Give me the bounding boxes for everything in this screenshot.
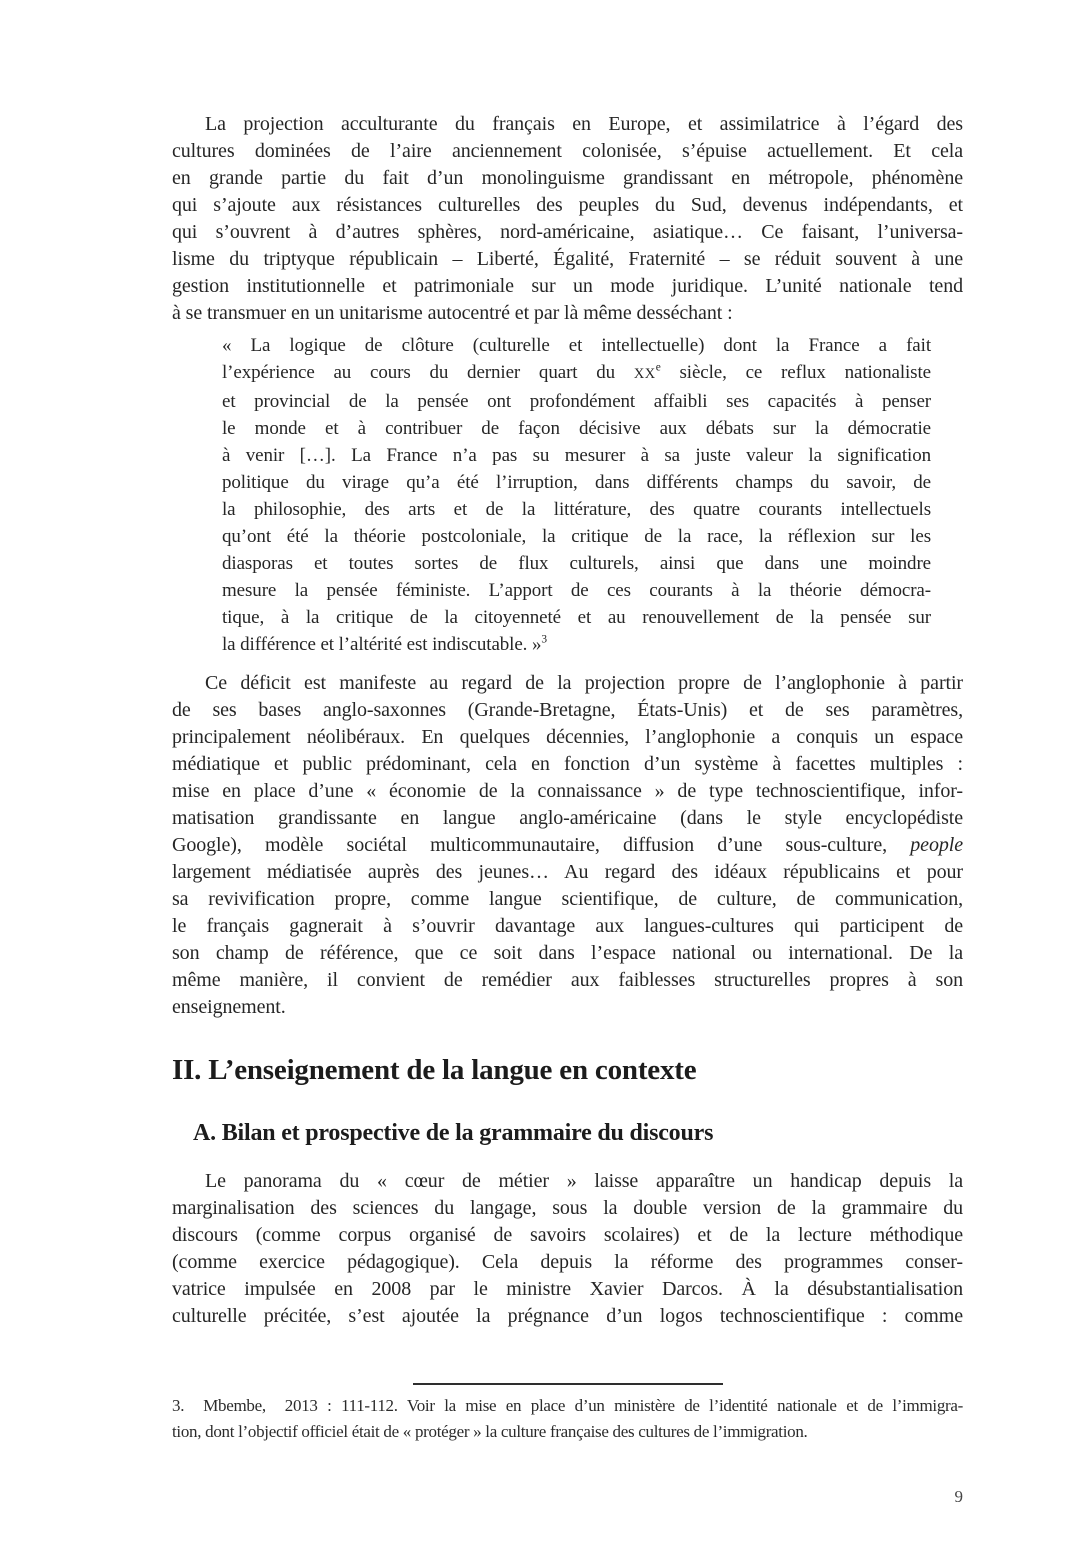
footnote-line: tion, dont l’objectif officiel était de « protéger » la culture française des cultures de l’immigration. [172, 1422, 808, 1441]
superscript-marker: 3 [541, 633, 547, 646]
page-number: 9 [954, 1487, 963, 1506]
section-heading: II. L’enseignement de la langue en contexte [172, 1054, 697, 1086]
small-caps-text: XX [633, 366, 656, 382]
text-line: tique, à la critique de la citoyenneté et au renouvellement de la pensée sur [222, 607, 931, 628]
text-line: Le panorama du « cœur de métier » laisse apparaître un handicap depuis la [205, 1170, 963, 1192]
paragraph-2 [172, 670, 963, 1021]
text-line: l’expérience au cours du dernier quart du XXe siècle, ce reflux nationaliste [222, 361, 931, 383]
text-line: la différence et l’altérité est indiscutable. »$^3$ [222, 633, 547, 655]
text-line: médiatique et public prédominant, cela en fonction d’un système à facettes multiples : [172, 753, 963, 775]
text-line: le monde et à contribuer de façon décisive aux débats sur la démocratie [222, 418, 931, 439]
text-line: mesure la pensée féministe. L’apport de ces courants à la théorie démocra- [222, 580, 931, 601]
text-flow [172, 111, 963, 1330]
text-line: sa revivification propre, comme langue scientifique, de culture, de communication, [172, 888, 963, 910]
footnote-line: 3. Mbembe, 2013 : 111-112. Voir la mise en place d’un ministère de l’identité nationale et de l’immigra- [172, 1396, 963, 1415]
text-line: de ses bases anglo-saxonnes (Grande-Bretagne, États-Unis) et de ses paramètres, [172, 699, 963, 721]
text-line: et provincial de la pensée ont profondément affaibli ses capacités à penser [222, 391, 931, 412]
text-line: « La logique de clôture (culturelle et intellectuelle) dont la France a fait [222, 335, 931, 356]
text-line: lisme du triptyque républicain – Liberté, Égalité, Fraternité – se réduit souvent à une [172, 248, 963, 270]
text-line: qui s’ouvrent à d’autres sphères, nord-américaine, asiatique… Ce faisant, l’universa- [172, 221, 963, 243]
blockquote [222, 332, 931, 658]
superscript-marker: e [655, 361, 661, 374]
footnote-separator [413, 1383, 723, 1385]
text-line: (comme exercice pédagogique). Cela depuis la réforme des programmes conser- [172, 1251, 963, 1273]
text-line: qui s’ajoute aux résistances culturelles des peuples du Sud, devenus indépendants, et [172, 194, 963, 216]
text-line: qu’ont été la théorie postcoloniale, la critique de la race, la réflexion sur les [222, 526, 931, 547]
text-line: diasporas et toutes sortes de flux culturels, ainsi que dans une moindre [222, 553, 931, 574]
text-line: gestion institutionnelle et patrimoniale sur un mode juridique. L’unité nationale tend [172, 275, 963, 297]
text-line: en grande partie du fait d’un monolinguisme grandissant en métropole, phénomène [172, 167, 963, 189]
text-line: discours (comme corpus organisé de savoirs scolaires) et de la lecture méthodique [172, 1224, 963, 1246]
text-line: marginalisation des sciences du langage, sous la double version de la grammaire du [172, 1197, 963, 1219]
text-line: La projection acculturante du français en Europe, et assimilatrice à l’égard des [205, 113, 963, 135]
paragraph-1 [172, 111, 963, 327]
text-line: Google), modèle sociétal multicommunautaire, diffusion d’une sous-culture, people [172, 834, 963, 856]
text-line: le français gagnerait à s’ouvrir davantage aux langues-cultures qui participent de [172, 915, 963, 937]
italic-text: people [910, 834, 963, 856]
text-line: politique du virage qu’a été l’irruption, dans différents champs du savoir, de [222, 472, 931, 493]
text-line: enseignement. [172, 996, 286, 1018]
text-line: largement médiatisée auprès des jeunes… Au regard des idéaux républicains et pour [172, 861, 963, 883]
footnote [172, 1393, 963, 1445]
text-line: la philosophie, des arts et de la littérature, des quatre courants intellectuels [222, 499, 931, 520]
text-line: cultures dominées de l’aire anciennement colonisée, s’épuise actuellement. Et cela [172, 140, 963, 162]
text-line: son champ de référence, que ce soit dans l’espace national ou international. De la [172, 942, 963, 964]
text-line: Ce déficit est manifeste au regard de la projection propre de l’anglophonie à partir [205, 672, 963, 694]
text-line: principalement néolibéraux. En quelques décennies, l’anglophonie a conquis un espace [172, 726, 963, 748]
text-line: mise en place d’une « économie de la connaissance » de type technoscientifique, infor- [172, 780, 963, 802]
text-line: à se transmuer en un unitarisme autocentré et par là même desséchant : [172, 302, 733, 324]
text-line: matisation grandissante en langue anglo-américaine (dans le style encyclopédiste [172, 807, 963, 829]
text-line: à venir […]. La France n’a pas su mesurer à sa juste valeur la signification [222, 445, 931, 466]
text-line: même manière, il convient de remédier aux faiblesses structurelles propres à son [172, 969, 963, 991]
subsection-heading: A. Bilan et prospective de la grammaire du discours [193, 1120, 714, 1146]
paragraph-3 [172, 1168, 963, 1330]
text-line: culturelle précitée, s’est ajoutée la prégnance d’un logos technoscientifique : comme [172, 1305, 963, 1327]
text-line: vatrice impulsée en 2008 par le ministre Xavier Darcos. À la désubstantialisation [172, 1278, 963, 1300]
